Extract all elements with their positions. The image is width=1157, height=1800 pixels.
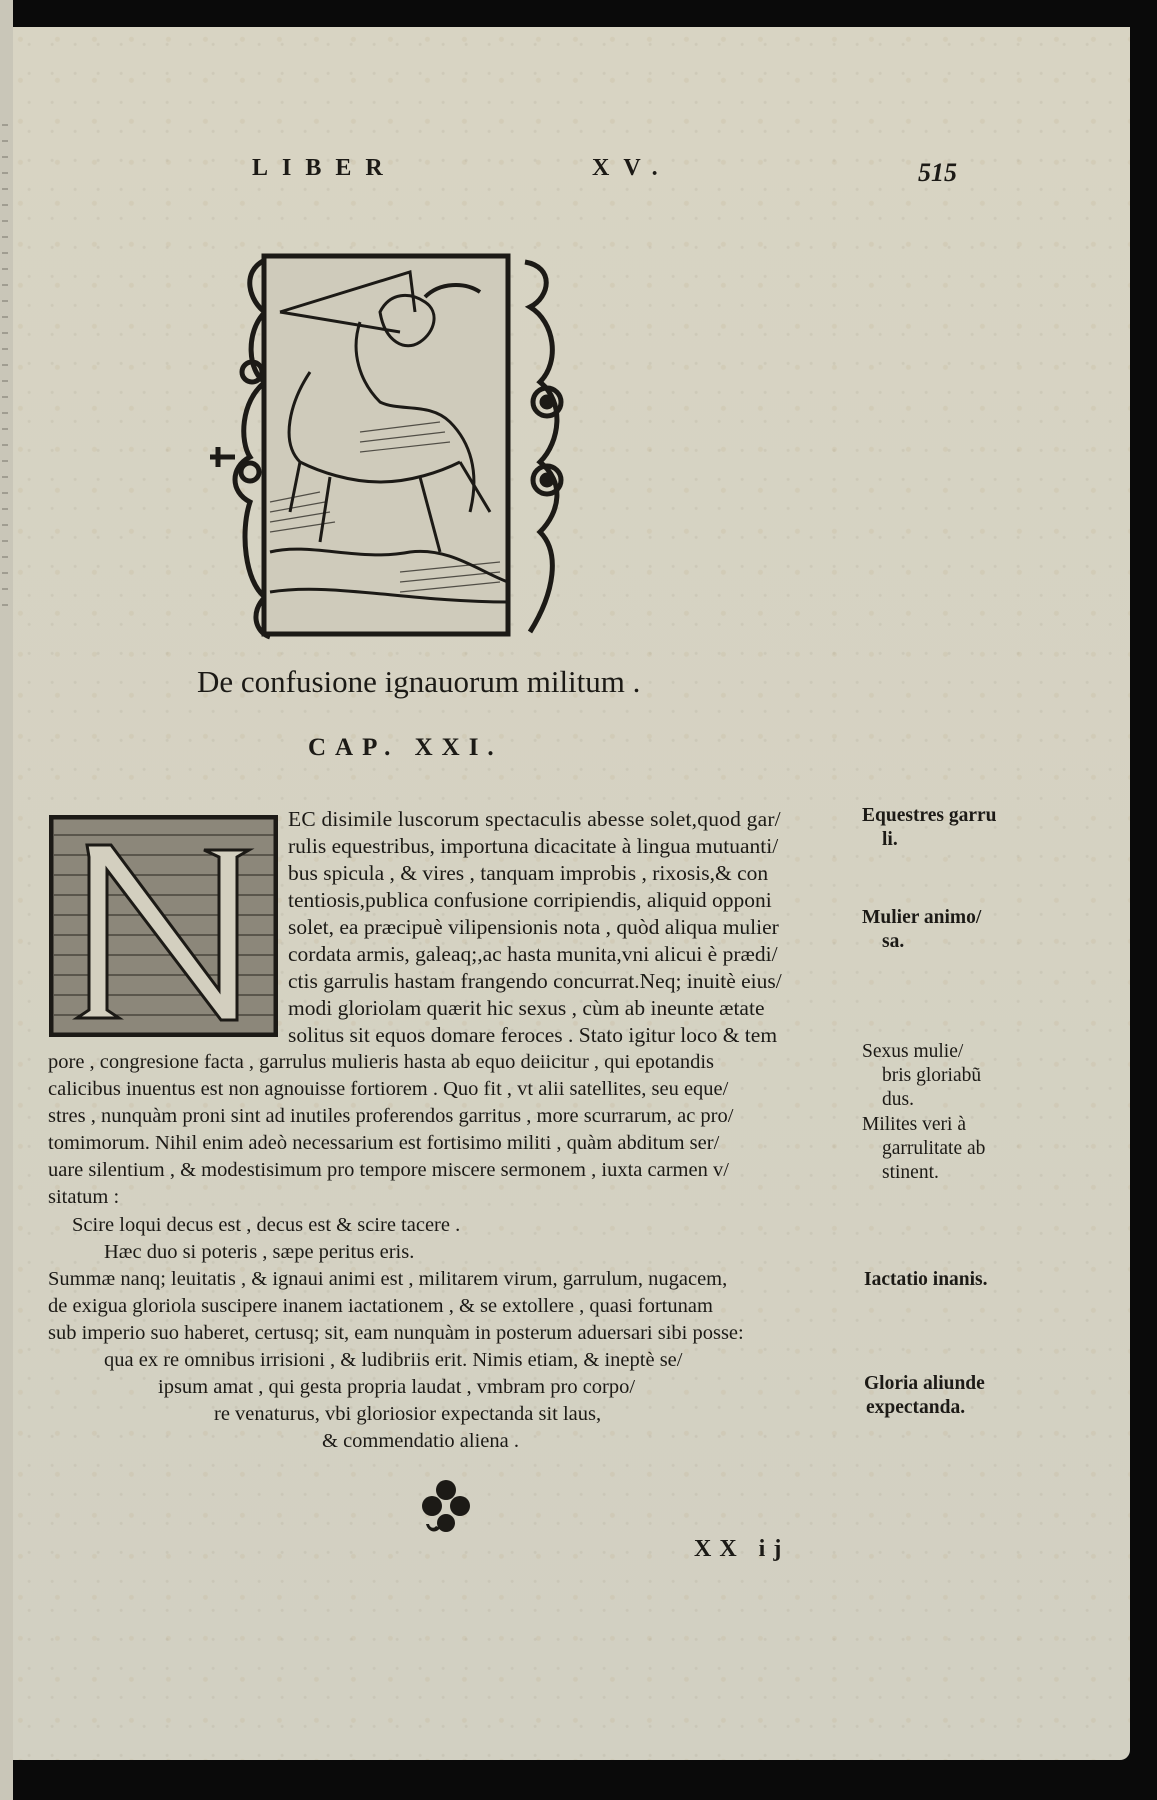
- running-head-liber: LIBER: [252, 155, 397, 181]
- body-line: bus spicula , & vires , tanquam improbis , rixosis,& con: [288, 861, 769, 885]
- marginal-note-line: Sexus mulie/: [862, 1041, 964, 1062]
- chapter-number: CAP. XXI.: [308, 734, 503, 761]
- marginal-note: [862, 1113, 985, 1185]
- body-line: rulis equestribus, importuna dicacitate à lingua mutuanti/: [288, 834, 779, 858]
- body-line: pore , congresione facta , garrulus mulieris hasta ab equo deiicitur , qui epotandis: [48, 1051, 715, 1073]
- body-line: solet, ea præcipuè vilipensionis nota , quòd aliqua mulier: [288, 915, 779, 939]
- body-line: calicibus inuentus est non agnouisse fortiorem . Quo fit , vt alii satellites, seu eque/: [48, 1078, 729, 1100]
- marginal-note-line: dus.: [882, 1089, 914, 1110]
- body-line: ctis garrulis hastam frangendo concurrat.Neq; inuitè eius/: [288, 969, 782, 993]
- marginal-note-line: expectanda.: [866, 1397, 966, 1418]
- body-line: sub imperio suo haberet, certusq; sit, eam nunquàm in posterum aduersari sibi posse:: [48, 1322, 744, 1344]
- marginal-note: [862, 804, 997, 852]
- fleuron-ornament-icon: [418, 1476, 474, 1538]
- body-line: qua ex re omnibus irrisioni , & ludibriis erit. Nimis etiam, & ineptè se/: [104, 1349, 683, 1371]
- marginal-note-line: sa.: [882, 931, 905, 952]
- verse-line: Scire loqui decus est , decus est & scire tacere .: [72, 1214, 461, 1236]
- body-line: tomimorum. Nihil enim adeò necessarium est fortisimo militi , quàm abditum ser/: [48, 1132, 720, 1154]
- marginal-note-line: li.: [882, 829, 898, 850]
- verse-line: Hæc duo si poteris , sæpe peritus eris.: [104, 1241, 415, 1263]
- marginal-note: [862, 1040, 981, 1112]
- marginal-note-line: garrulitate ab: [882, 1138, 986, 1159]
- marginal-note-line: Iactatio inanis.: [864, 1269, 988, 1290]
- folio-number: 515: [918, 158, 957, 187]
- body-line: uare silentium , & modestisimum pro tempore miscere sermonem , iuxta carmen v/: [48, 1159, 729, 1181]
- marginal-note-line: Gloria aliunde: [864, 1373, 985, 1394]
- running-head-book-number: XV.: [592, 155, 672, 181]
- body-line: re venaturus, vbi gloriosior expectanda sit laus,: [214, 1403, 602, 1425]
- body-line: solitus sit equos domare feroces . Stato igitur loco & tem: [288, 1023, 778, 1047]
- body-line: cordata armis, galeaq;,ac hasta munita,vni alicui è prædi/: [288, 942, 778, 966]
- marginal-note-line: Equestres garru: [862, 805, 997, 826]
- body-line: ipsum amat , qui gesta propria laudat , vmbram pro corpo/: [158, 1376, 636, 1398]
- body-line: Summæ nanq; leuitatis , & ignaui animi est , militarem virum, garrulum, nugacem,: [48, 1268, 728, 1290]
- ornamental-border-left: [210, 260, 270, 637]
- woodcut-illustration-mounted-archer: [210, 252, 690, 640]
- body-line: de exigua gloriola suscipere inanem iactationem , & se extollere , quasi fortunam: [48, 1295, 713, 1317]
- marginal-note-line: stinent.: [882, 1162, 939, 1183]
- marginal-note: [864, 1268, 988, 1292]
- illustration-frame: [264, 256, 508, 634]
- signature-mark: XX ij: [694, 1536, 790, 1562]
- chapter-title: De confusione ignauorum militum .: [197, 664, 641, 699]
- marginal-note: [864, 1372, 985, 1420]
- body-line: tentiosis,publica confusione corripiendis, aliquid opponi: [288, 888, 772, 912]
- body-line: EC disimile luscorum spectaculis abesse solet,quod gar/: [288, 807, 781, 831]
- adjacent-page-edge: [0, 0, 13, 1800]
- adjacent-page-text-traces: [2, 110, 8, 610]
- body-line: sitatum :: [48, 1186, 120, 1208]
- marginal-note-line: Milites veri à: [862, 1114, 966, 1135]
- marginal-note-line: Mulier animo/: [862, 907, 982, 928]
- body-line: modi gloriolam quærit hic sexus , cùm ab ineunte ætate: [288, 996, 765, 1020]
- decorated-initial-letter-n: [49, 815, 278, 1037]
- marginal-note-line: bris gloriabũ: [882, 1065, 982, 1086]
- ornamental-border-right: [525, 262, 561, 632]
- body-line: & commendatio aliena .: [322, 1430, 519, 1452]
- marginal-note: [862, 906, 981, 954]
- body-line: stres , nunquàm proni sint ad inutiles proferendos garritus , more scurrarum, ac pro/: [48, 1105, 734, 1127]
